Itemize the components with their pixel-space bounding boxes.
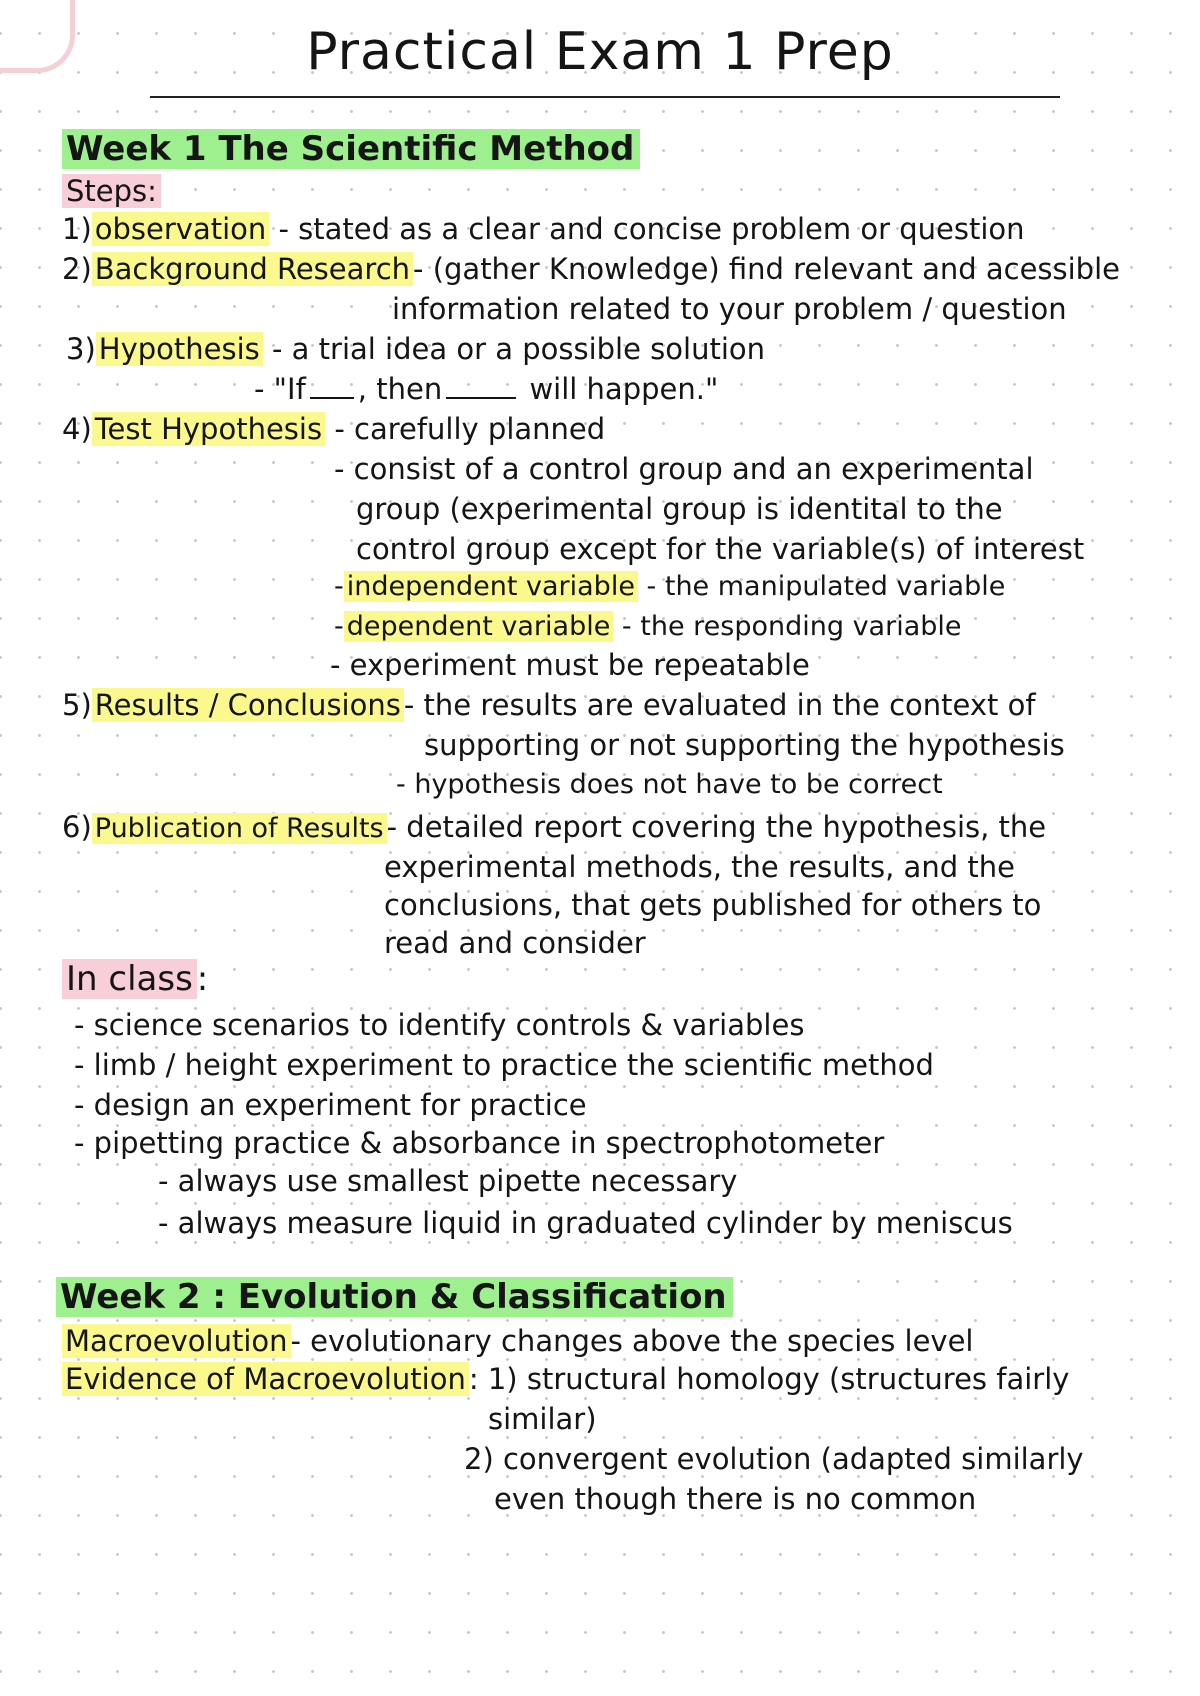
evidence-term: Evidence of Macroevolution [62, 1362, 469, 1396]
in-class-subitem: - always measure liquid in graduated cylinder by meniscus [158, 1206, 1013, 1240]
step-6: 6) Publication of Results - detailed report covering the hypothesis, the [62, 810, 1047, 844]
test-bullet: - consist of a control group and an experimental [334, 452, 1034, 486]
in-class-item: - limb / height experiment to practice the scientific method [74, 1048, 934, 1082]
step-5: 5) Results / Conclusions - the results are evaluated in the context of [62, 688, 1036, 722]
evidence-item: 2) convergent evolution (adapted similarly [464, 1442, 1084, 1476]
title-underline [150, 96, 1060, 98]
step-4: 4) Test Hypothesis - carefully planned [62, 412, 606, 446]
step-term: Results / Conclusions [92, 688, 404, 722]
step-5-continued: supporting or not supporting the hypothesis [424, 728, 1065, 762]
evidence-row: Evidence of Macroevolution : 1) structural homology (structures fairly [62, 1360, 1069, 1398]
step-term: Hypothesis [96, 332, 263, 366]
step-1: 1) observation - stated as a clear and concise problem or question [62, 212, 1025, 246]
step-definition: - carefully planned [334, 412, 606, 446]
evidence-item-continued: even though there is no common [494, 1482, 977, 1516]
in-class-subitem: - always use smallest pipette necessary [158, 1164, 738, 1198]
step-3: 3) Hypothesis - a trial idea or a possible solution [66, 332, 766, 366]
in-class-label: In class : [62, 960, 208, 998]
macro-term: Macroevolution [62, 1324, 291, 1358]
step-definition: - detailed report covering the hypothesis, the [386, 810, 1047, 844]
step-definition: - the results are evaluated in the context of [403, 688, 1036, 722]
step-5-note: - hypothesis does not have to be correct [396, 769, 943, 800]
step-2: 2) Background Research - (gather Knowledge) find relevant and acessible [62, 252, 1120, 286]
blank-line [310, 397, 354, 399]
step-definition: - a trial idea or a possible solution [271, 332, 766, 366]
in-class-item: - science scenarios to identify controls & variables [74, 1008, 805, 1042]
test-bullet: control group except for the variable(s) of interest [356, 532, 1085, 566]
step-6-continued: conclusions, that gets published for others to [384, 888, 1042, 922]
step-term: Background Research [92, 252, 413, 286]
step-term: Publication of Results [92, 813, 387, 844]
macroevolution-definition: Macroevolution - evolutionary changes above the species level [62, 1322, 974, 1360]
blank-line [446, 397, 516, 399]
evidence-item-continued: similar) [488, 1402, 597, 1436]
dependent-variable: - dependent variable - the responding variable [334, 611, 962, 642]
steps-label: Steps: [62, 172, 161, 210]
in-class-item: - pipetting practice & absorbance in spectrophotometer [74, 1126, 885, 1160]
page-title: Practical Exam 1 Prep [306, 22, 894, 82]
step-definition: - stated as a clear and concise problem or question [278, 212, 1025, 246]
step-definition: - (gather Knowledge) find relevant and acessible [413, 252, 1120, 286]
hypothesis-format: - "If , then will happen." [254, 372, 719, 406]
week1-heading: Week 1 The Scientific Method [62, 130, 640, 168]
step-term: Test Hypothesis [92, 412, 325, 446]
step-term: observation [92, 212, 270, 246]
step-6-continued: experimental methods, the results, and the [384, 850, 1015, 884]
independent-variable: - independent variable - the manipulated variable [334, 571, 1006, 602]
repeatable-note: - experiment must be repeatable [330, 648, 810, 682]
week2-heading: Week 2 : Evolution & Classification [56, 1278, 733, 1316]
in-class-item: - design an experiment for practice [74, 1088, 587, 1122]
test-bullet: group (experimental group is identital to the [356, 492, 1003, 526]
step-2-continued: information related to your problem / question [392, 292, 1067, 326]
evidence-item: 1) structural homology (structures fairly [487, 1362, 1070, 1396]
step-6-continued: read and consider [384, 926, 646, 960]
